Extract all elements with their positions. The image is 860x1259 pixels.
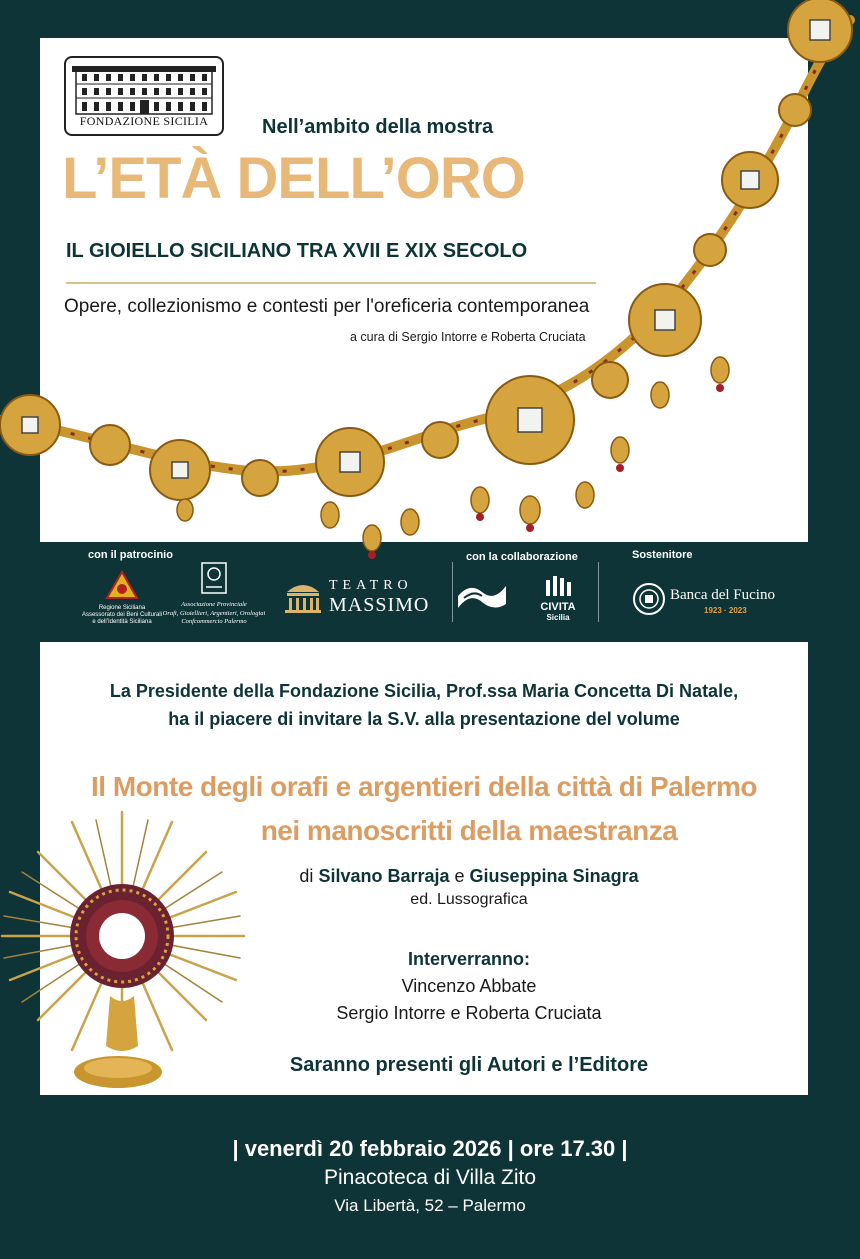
massimo-word: MASSIMO [329,594,430,616]
speaker-name: Vincenzo Abbate [401,976,537,996]
book-publisher: ed. Lussografica [410,891,528,908]
civita-arches-icon [544,574,572,596]
book-authors [40,866,808,887]
exhibition-description: Opere, collezionismo e contesti per l'oreficeria contemporanea [64,296,590,317]
invitation-line-1: La Presidente della Fondazione Sicilia, Prof.ssa Maria Concetta Di Natale, [109,681,739,701]
author-name: Silvano Barraja [318,866,450,886]
authors-prefix: di [299,866,314,886]
book-title-line-1: Il Monte degli orafi e argentieri della città di Palermo [91,771,757,802]
supporter-label: Sostenitore [632,549,693,561]
collaboration-label: con la collaborazione [466,551,578,563]
civita-logo [530,574,586,622]
banca-del-fucino-logo [632,582,802,618]
bank-seal-icon [632,582,666,616]
exhibition-subtitle: IL GIOIELLO SICILIANO TRA XVII E XIX SECOLO [66,240,528,262]
bank-name: Banca del Fucino [670,587,775,603]
civita-region: Sicilia [546,613,570,622]
collaborator-emblem-icon [456,578,508,614]
author-name: Giuseppina Sinagra [469,866,639,886]
assoc-line: Confcommercio Palermo [181,618,247,625]
speaker-name: Sergio Intorre e Roberta Cruciata [336,1003,602,1023]
sponsor-divider [452,562,453,622]
assoc-line: Associazione Provinciale [181,601,247,608]
assoc-line: Orafi, Gioiellieri, Argentieri, Orologiai [162,609,266,617]
foundation-name: FONDAZIONE SICILIA [79,114,209,128]
regione-line: Assessorato dei Beni Culturali [81,612,163,618]
civita-name: CIVITA [540,601,576,613]
theater-icon [283,578,323,614]
authors-conjunction: e [454,866,465,886]
emblem-icon [199,560,229,596]
presence-note: Saranno presenti gli Autori e l’Editore [289,1054,649,1076]
teatro-word: TEATRO [329,578,413,593]
invitation-line-2: ha il piacere di invitare la S.V. alla presentazione del volume [168,709,680,729]
regione-line: e dell’Identità Siciliana [92,619,152,625]
event-date-time: | venerdì 20 febbraio 2026 | ore 17.30 | [232,1136,628,1161]
book-title-line-2: nei manoscritti della maestranza [260,815,678,846]
curator-credit: a cura di Sergio Intorre e Roberta Cruciata [350,330,586,344]
speakers-label: Interverranno: [407,949,531,969]
exhibition-title: L’ETÀ DELL’ORO [62,146,525,211]
patronage-label: con il patrocinio [88,549,173,561]
bank-years: 1923 · 2023 [704,606,747,615]
regione-line: Regione Siciliana [98,605,146,611]
event-venue: Pinacoteca di Villa Zito [323,1166,537,1189]
sponsor-divider [598,562,599,622]
associazione-orafi-logo [156,560,272,627]
exhibition-context: Nell’ambito della mostra [262,116,494,138]
teatro-massimo-logo [283,574,443,618]
gold-necklace-illustration [0,0,860,600]
event-address: Via Libertà, 52 – Palermo [334,1196,526,1215]
trinacria-icon [105,570,139,600]
